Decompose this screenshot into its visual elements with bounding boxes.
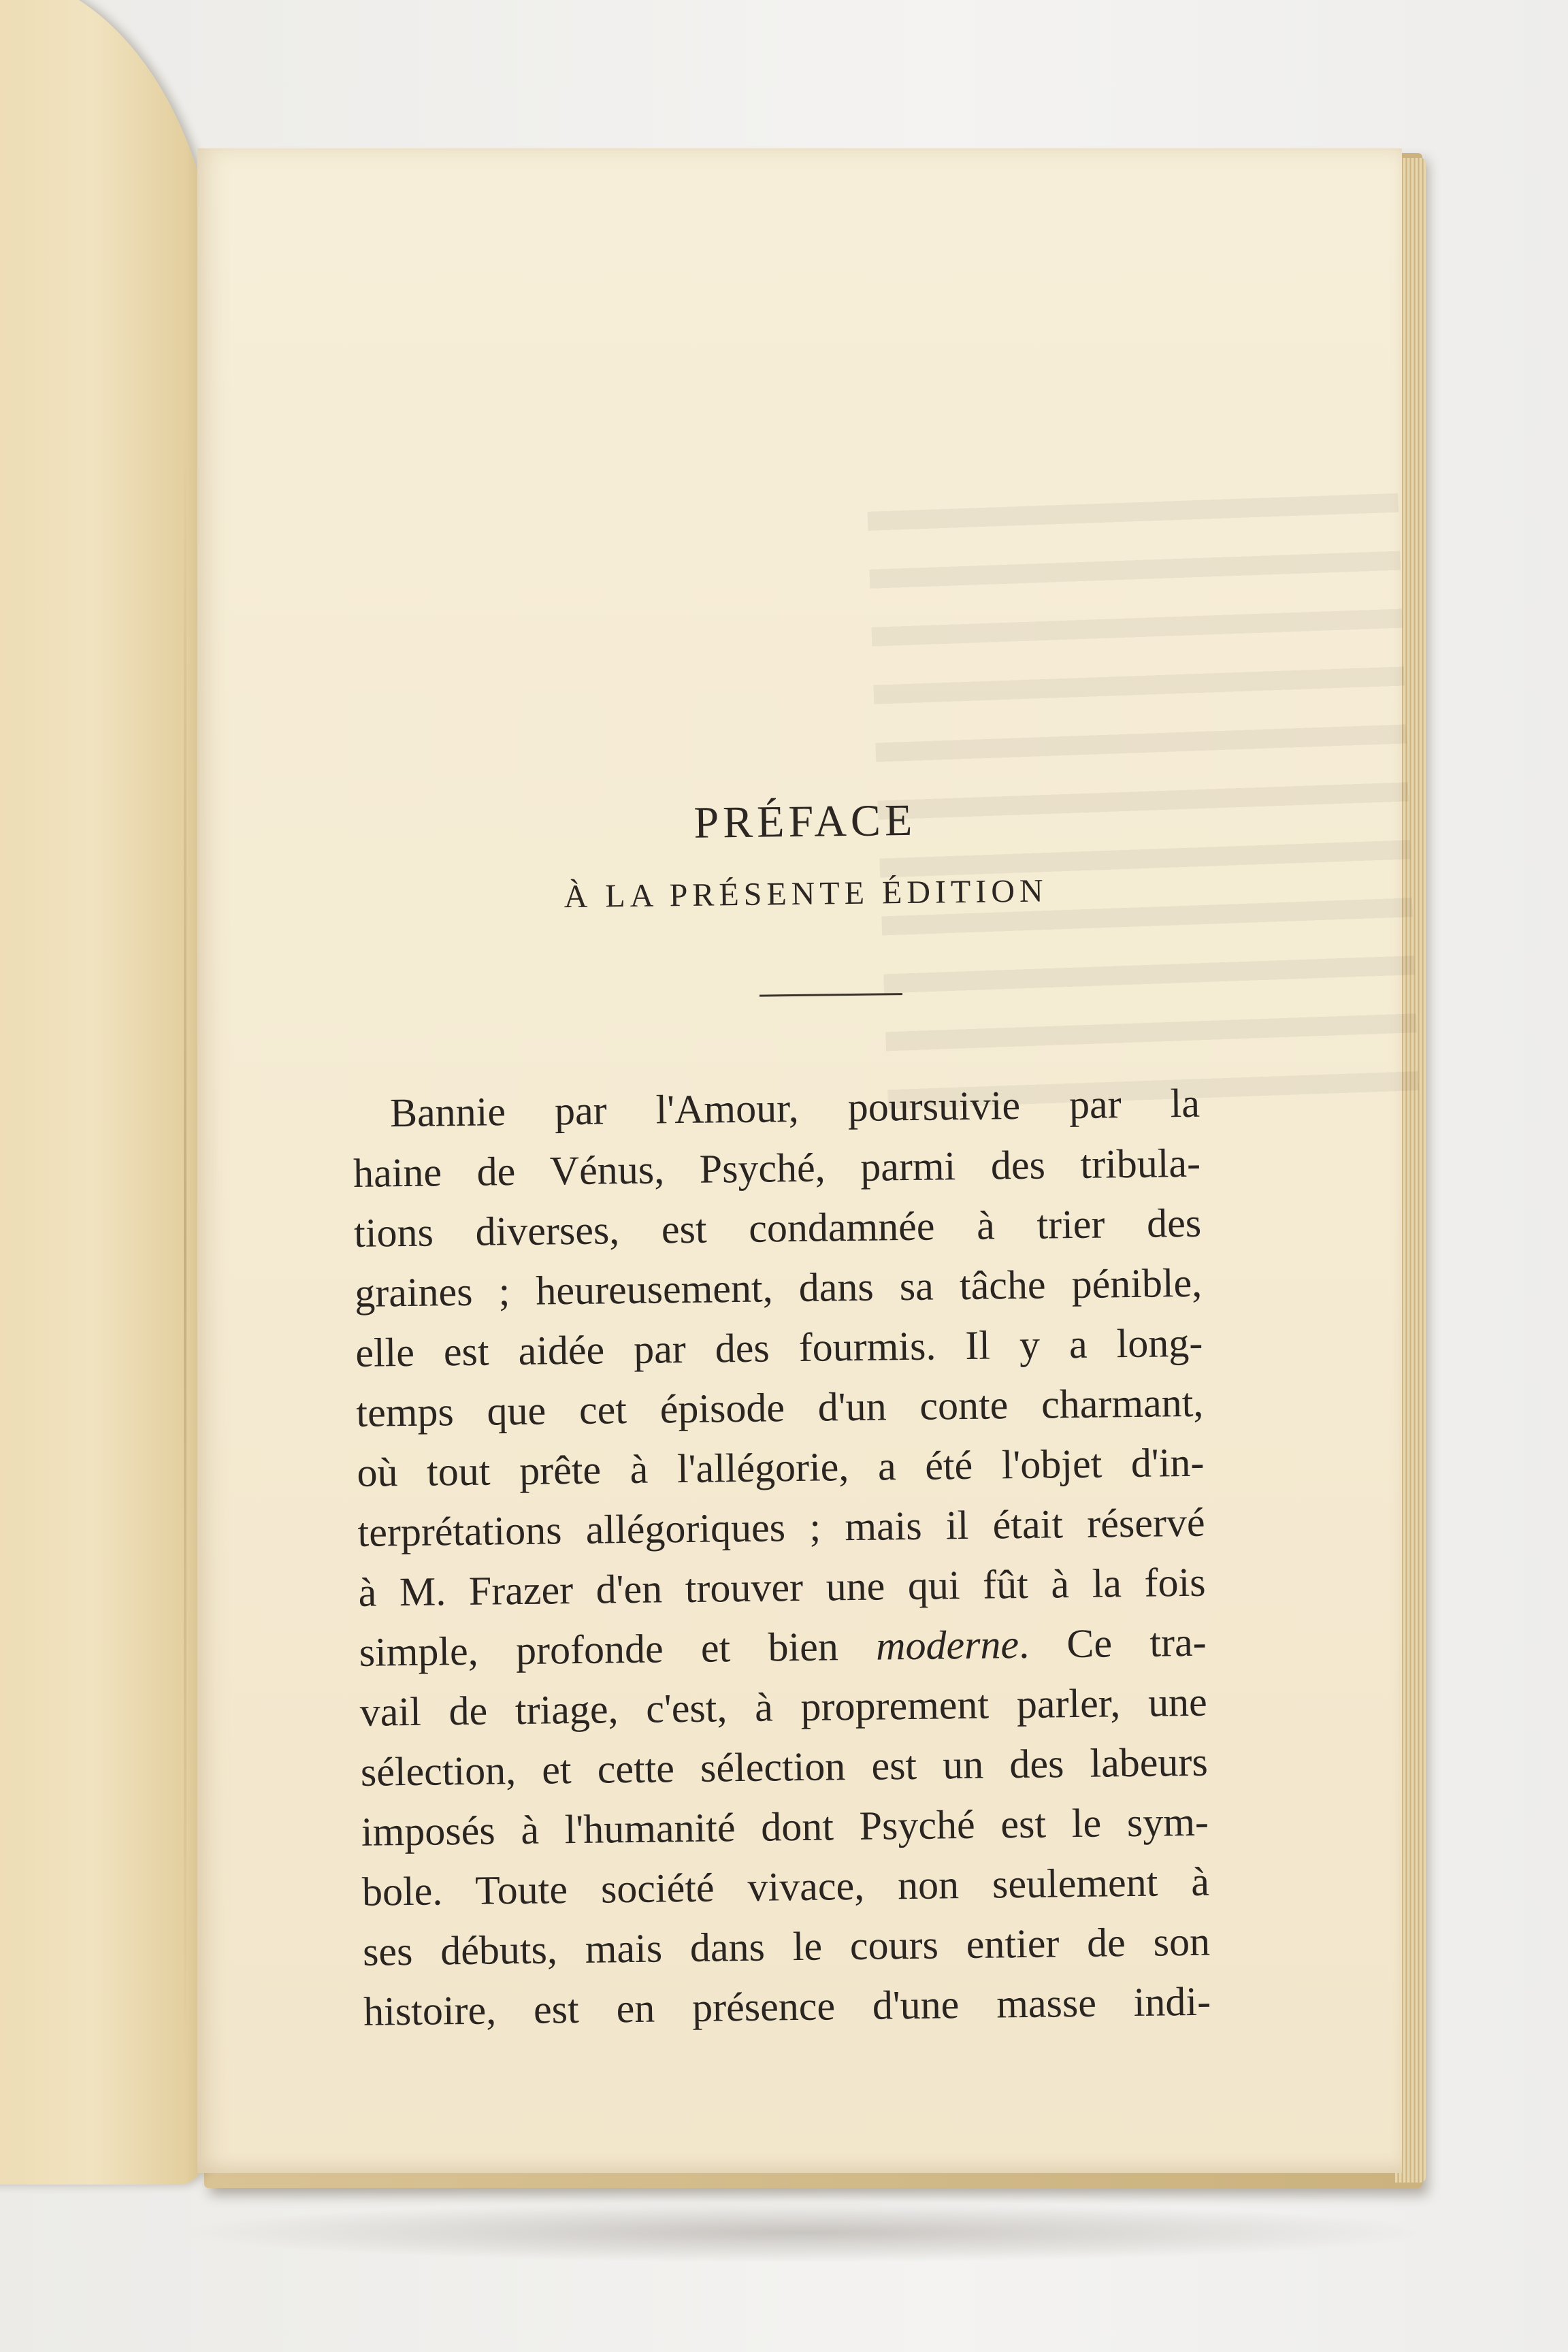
text-line: sélection, et cette sélection est un des labeurs xyxy=(360,1739,1209,1795)
text-line: à M. Frazer d'en trouver une qui fût à la fois xyxy=(358,1559,1206,1615)
text-line: elle est aidée par des fourmis. Il y a long- xyxy=(355,1320,1203,1375)
text-line: histoire, est en présence d'une masse indi- xyxy=(363,1978,1211,2034)
page-content xyxy=(347,655,1249,2042)
text-line: haine de Vénus, Psyché, parmi des tribula- xyxy=(353,1140,1201,1196)
text-line: graines ; heureusement, dans sa tâche pénible, xyxy=(354,1260,1203,1316)
title-rule xyxy=(760,993,902,997)
text-line: bole. Toute société vivace, non seulement à xyxy=(361,1859,1210,1914)
text-segment: simple, profonde et bien xyxy=(359,1624,839,1675)
gutter-crease xyxy=(184,422,186,2069)
text-line: ses débuts, mais dans le cours entier de son xyxy=(362,1918,1211,1974)
text-segment: . Ce tra- xyxy=(1018,1619,1207,1667)
text-line: où tout prête à l'allégorie, a été l'objet d'in- xyxy=(357,1439,1205,1495)
body-paragraph xyxy=(353,1073,1211,2042)
table-shadow xyxy=(177,2202,1436,2263)
text-line: imposés à l'humanité dont Psyché est le sym- xyxy=(361,1799,1209,1855)
page-subtitle: À LA PRÉSENTE ÉDITION xyxy=(564,872,1048,915)
text-line: temps que cet épisode d'un conte charmant, xyxy=(356,1379,1204,1435)
text-line: Bannie par l'Amour, poursuivie par la xyxy=(389,1080,1200,1136)
text-line: vail de triage, c'est, à proprement parler, une xyxy=(359,1679,1208,1735)
text-line: tions diverses, est condamnée à trier des xyxy=(353,1200,1202,1256)
text-line: terprétations allégoriques ; mais il était réservé xyxy=(357,1499,1205,1555)
left-page-fold xyxy=(0,0,221,2185)
text-line-with-italic xyxy=(359,1612,1207,1682)
page-title: PRÉFACE xyxy=(693,795,917,848)
italic-word: moderne xyxy=(875,1622,1019,1669)
book-page xyxy=(197,148,1402,2173)
